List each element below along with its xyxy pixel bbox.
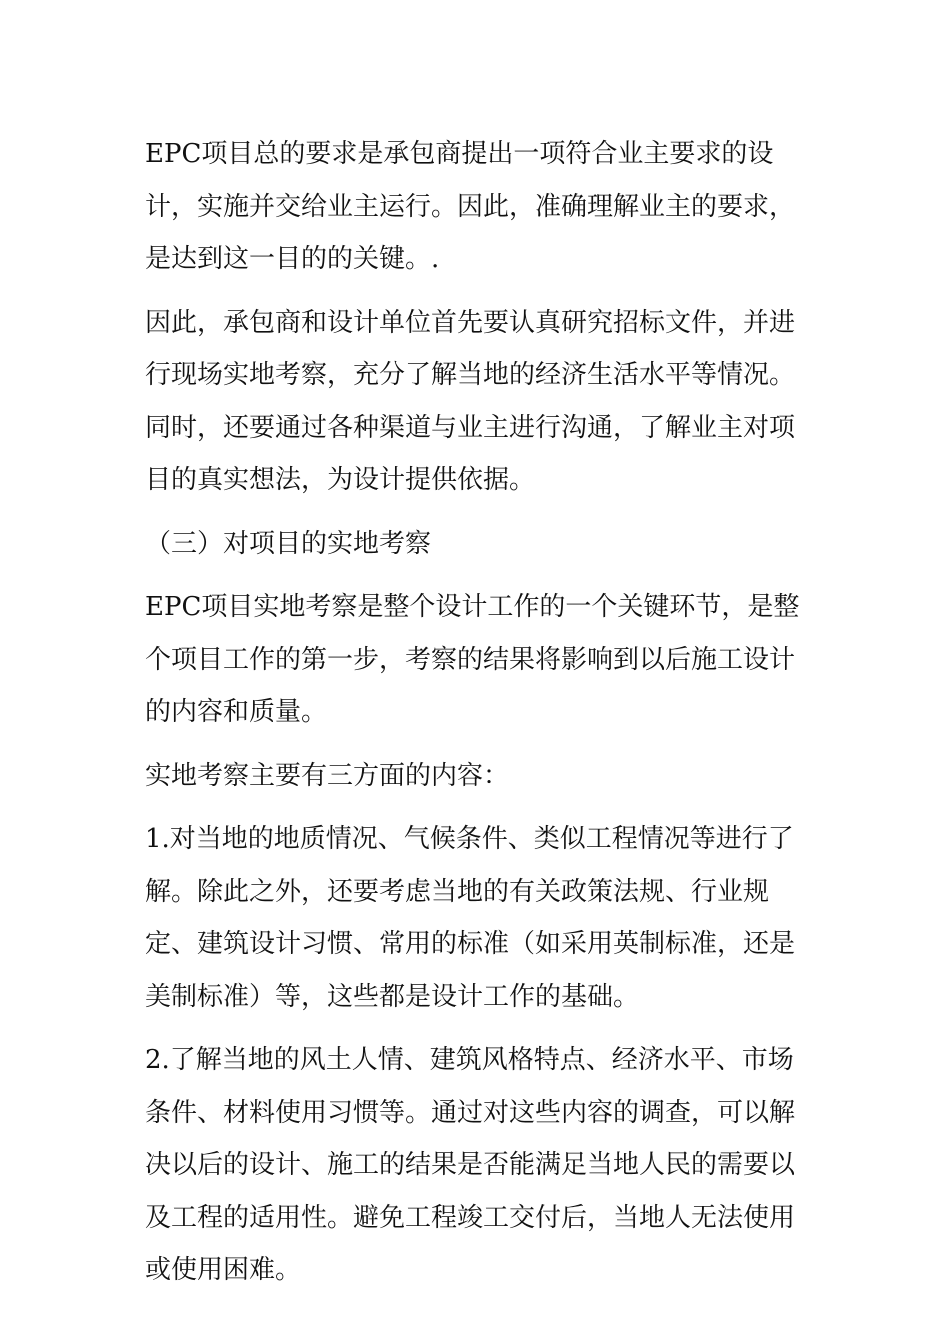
- paragraph-study-tender: 因此，承包商和设计单位首先要认真研究招标文件，并进行现场实地考察，充分了解当地的经济生活水平等情况。同时，还要通过各种渠道与业主进行沟通，了解业主对项目的真实想法，为设计提供依据。: [145, 307, 796, 495]
- paragraph-site-survey-key: EPC项目实地考察是整个设计工作的一个关键环节，是整个项目工作的第一步，考察的结果将影响到以后施工设计的内容和质量。: [145, 592, 800, 727]
- list-item-2: 2.了解当地的风土人情、建筑风格特点、经济水平、市场条件、材料使用习惯等。通过对这些内容的调查，可以解决以后的设计、施工的结果是否能满足当地人民的需要以及工程的适用性。避免工程竣工交付后，当地人无法使用或使用困难。: [145, 1045, 796, 1285]
- paragraph-epc-requirements: EPC项目总的要求是承包商提出一项符合业主要求的设计，实施并交给业主运行。因此，准确理解业主的要求，是达到这一目的的关键。.: [145, 139, 796, 274]
- paragraph-survey-three-aspects: 实地考察主要有三方面的内容：: [145, 760, 510, 791]
- document-body: [145, 128, 815, 1308]
- section-heading-site-survey: （三）对项目的实地考察: [145, 528, 432, 559]
- list-item-1: 1.对当地的地质情况、气候条件、类似工程情况等进行了解。除此之外，还要考虑当地的有关政策法规、行业规定、建筑设计习惯、常用的标准（如采用英制标准，还是美制标准）等，这些都是设计工作的基础。: [145, 824, 796, 1012]
